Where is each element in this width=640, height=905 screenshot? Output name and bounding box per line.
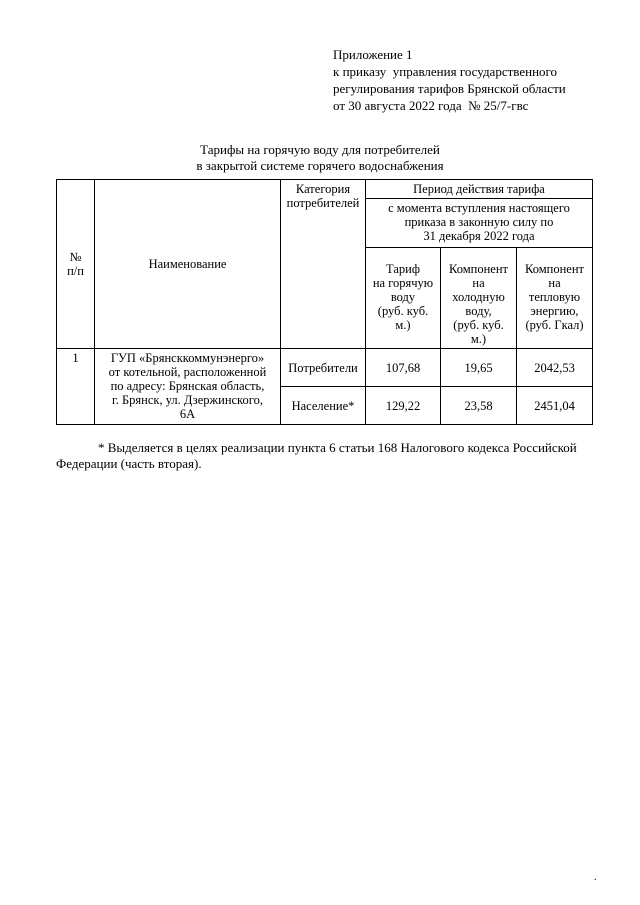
header-comp-heat: Компонент на тепловую энергию, (руб. Гкал) xyxy=(517,248,593,349)
appendix-line-2: к приказу управления государственного xyxy=(333,64,558,79)
title-line-2: в закрытой системе горячего водоснабжения xyxy=(196,158,444,173)
header-tariff-hot: Тариф на горячую воду (руб. куб. м.) xyxy=(366,248,441,349)
footnote: * Выделяется в целях реализации пункта 6 статьи 168 Налогового кодекса Российской Федерации (часть вторая). xyxy=(56,440,577,471)
row-comp-heat-2: 2451,04 xyxy=(517,387,593,425)
table-row xyxy=(57,349,593,387)
header-num: № п/п xyxy=(57,180,95,349)
appendix-header xyxy=(333,46,566,114)
row-comp-cold-1: 19,65 xyxy=(441,349,517,387)
row-name: ГУП «Брянсккоммунэнерго» от котельной, расположенной по адресу: Брянская область, г. Брянск, ул. Дзержинского, 6А xyxy=(95,349,281,425)
scan-dot: . xyxy=(594,872,597,883)
row-comp-cold-2: 23,58 xyxy=(441,387,517,425)
row-category-1: Потребители xyxy=(281,349,366,387)
header-category: Категория потребителей xyxy=(281,180,366,349)
header-comp-cold: Компонент на холодную воду, (руб. куб. м.) xyxy=(441,248,517,349)
header-name: Наименование xyxy=(95,180,281,349)
row-category-2: Население* xyxy=(281,387,366,425)
title-line-1: Тарифы на горячую воду для потребителей xyxy=(200,142,440,157)
appendix-line-1: Приложение 1 xyxy=(333,47,413,62)
appendix-line-4: от 30 августа 2022 года № 25/7-гвс xyxy=(333,98,529,113)
tariff-table xyxy=(56,179,593,425)
row-num: 1 xyxy=(57,349,95,425)
appendix-line-3: регулирования тарифов Брянской области xyxy=(333,81,566,96)
document-title xyxy=(0,142,640,174)
header-period-range: с момента вступления настоящего приказа в законную силу по 31 декабря 2022 года xyxy=(366,199,593,248)
header-period: Период действия тарифа xyxy=(366,180,593,199)
row-tariff-hot-2: 129,22 xyxy=(366,387,441,425)
row-tariff-hot-1: 107,68 xyxy=(366,349,441,387)
row-comp-heat-1: 2042,53 xyxy=(517,349,593,387)
